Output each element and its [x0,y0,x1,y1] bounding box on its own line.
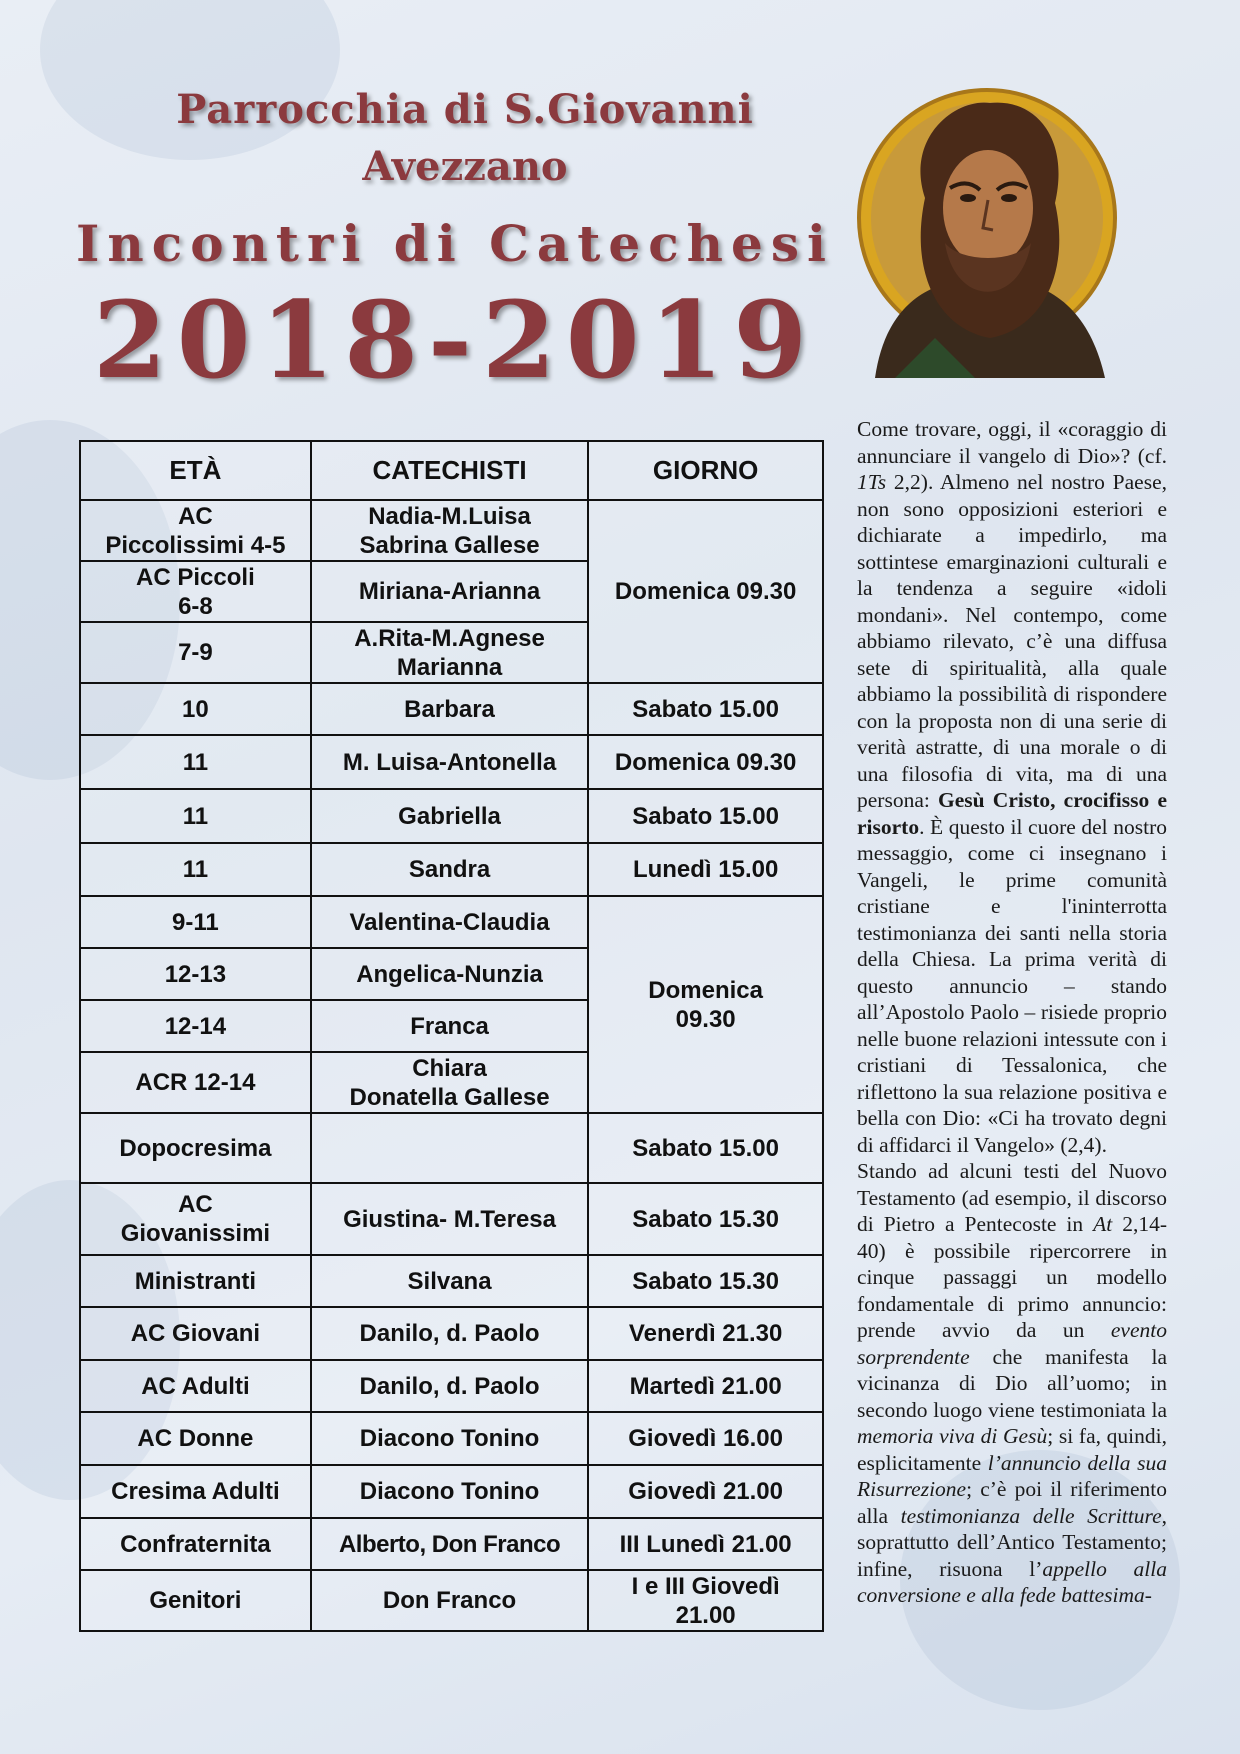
year-title: 2018-2019 [92,277,818,402]
giorno-cell: Giovedì 21.00 [588,1465,823,1518]
giorno-cell: Sabato 15.00 [588,1113,823,1183]
giorno-cell: Domenica 09.30 [588,500,823,683]
giorno-cell: Sabato 15.00 [588,683,823,735]
eta-cell: 12-14 [80,1000,311,1052]
table-row [80,1360,823,1412]
column-header-catechisti: CATECHISTI [311,441,588,500]
catechisti-cell: Don Franco [311,1570,588,1631]
catechisti-cell: Giustina- M.Teresa [311,1183,588,1255]
eta-cell: Dopocresima [80,1113,311,1183]
eta-cell: 11 [80,789,311,843]
eta-cell: 12-13 [80,948,311,1000]
table-row [80,1183,823,1255]
table-row [80,1113,823,1183]
eta-cell: 11 [80,843,311,896]
page-title: Incontri di Catechesi [76,214,834,273]
eta-cell: 7-9 [80,622,311,683]
parish-name: Parrocchia di S.Giovanni [176,86,754,133]
eta-cell: 9-11 [80,896,311,948]
catechisti-cell: Miriana-Arianna [311,561,588,622]
table-row [80,843,823,896]
column-header-eta: ETÀ [80,441,311,500]
catechisti-cell: Angelica-Nunzia [311,948,588,1000]
giorno-cell: Sabato 15.30 [588,1255,823,1307]
catechisti-cell: A.Rita-M.Agnese Marianna [311,622,588,683]
giorno-cell: Sabato 15.00 [588,789,823,843]
table-row [80,1307,823,1360]
schedule-table [79,440,824,1632]
table-row [80,1570,823,1631]
catechisti-cell: Chiara Donatella Gallese [311,1052,588,1113]
eta-cell: AC Piccoli 6-8 [80,561,311,622]
table-row [80,500,823,561]
catechisti-cell: Valentina-Claudia [311,896,588,948]
giorno-cell: I e III Giovedì 21.00 [588,1570,823,1631]
parish-city: Avezzano [362,143,568,190]
catechisti-cell: Nadia-M.Luisa Sabrina Gallese [311,500,588,561]
catechisti-cell [311,1113,588,1183]
table-row [80,1412,823,1465]
giorno-cell: Giovedì 16.00 [588,1412,823,1465]
saint-john-baptist-icon [855,78,1120,378]
column-header-giorno: GIORNO [588,441,823,500]
eta-cell: ACR 12-14 [80,1052,311,1113]
eta-cell: 11 [80,735,311,789]
article-paragraph: Come trovare, oggi, il «coraggio di annunciare il vangelo di Dio»? (cf. 1Ts 2,2). Almeno nel nostro Paese, non sono opposizioni esteriori e dichiarate a impedirlo, ma sottintese emarginazioni culturali e la tendenza a seguire «idoli mondani». Nel contempo, come abbiamo rilevato, c’è una diffusa sete di spiritualità, alla quale abbiamo la possibilità di rispondere con la proposta non di una serie di verità astratte, di una morale o di una filosofia di vita, ma di una persona: Gesù Cristo, crocifisso e risorto. È questo il cuore del nostro messaggio, come ci insegnano i Vangeli, le prime comunità cristiane e l'ininterrotta testimonianza dei santi nella storia della Chiesa. La prima verità di questo annuncio – stando all’Apostolo Paolo – risiede proprio nelle buone relazioni intessute con i cristiani di Tessalonica, che riflettono la sua relazione positiva e bella con Dio: «Ci ha trovato degni di affidarci il Vangelo» (2,4). [857,417,1167,1157]
table-header-row [80,441,823,500]
catechisti-cell: Silvana [311,1255,588,1307]
table-row [80,1518,823,1570]
table-row [80,896,823,948]
catechisti-cell: Alberto, Don Franco [311,1518,588,1570]
catechisti-cell: Danilo, d. Paolo [311,1360,588,1412]
eta-cell: AC Giovani [80,1307,311,1360]
giorno-cell: Domenica 09.30 [588,735,823,789]
eta-cell: 10 [80,683,311,735]
eta-cell: AC Giovanissimi [80,1183,311,1255]
catechisti-cell: Danilo, d. Paolo [311,1307,588,1360]
table-row [80,1465,823,1518]
eta-cell: Ministranti [80,1255,311,1307]
giorno-cell: Lunedì 15.00 [588,843,823,896]
catechisti-cell: Sandra [311,843,588,896]
catechisti-cell: Gabriella [311,789,588,843]
catechisti-cell: Diacono Tonino [311,1412,588,1465]
table-row [80,735,823,789]
background-decoration [40,0,340,160]
eta-cell: AC Adulti [80,1360,311,1412]
catechisti-cell: Diacono Tonino [311,1465,588,1518]
table-row [80,1255,823,1307]
giorno-cell: Domenica 09.30 [588,896,823,1113]
giorno-cell: III Lunedì 21.00 [588,1518,823,1570]
article-paragraph: Stando ad alcuni testi del Nuovo Testamento (ad esempio, il discorso di Pietro a Pentecoste in At 2,14-40) è possibile ripercorrere in cinque passaggi un modello fondamentale di primo annuncio: prende avvio da un evento sorprendente che manifesta la vicinanza di Dio all’uomo; in secondo luogo viene testimoniata la memoria viva di Gesù; si fa, quindi, esplicitamente l’annuncio della sua Risurrezione; c’è poi il riferimento alla testimonianza delle Scritture, soprattutto dell’Antico Testamento; infine, risuona l’appello alla conversione e alla fede battesima- [857,1159,1167,1607]
table-row [80,683,823,735]
eta-cell: Genitori [80,1570,311,1631]
eta-cell: Cresima Adulti [80,1465,311,1518]
eta-cell: AC Donne [80,1412,311,1465]
catechisti-cell: M. Luisa-Antonella [311,735,588,789]
eta-cell: AC Piccolissimi 4-5 [80,500,311,561]
giorno-cell: Martedì 21.00 [588,1360,823,1412]
table-row [80,789,823,843]
eta-cell: Confraternita [80,1518,311,1570]
giorno-cell: Sabato 15.30 [588,1183,823,1255]
giorno-cell: Venerdì 21.30 [588,1307,823,1360]
catechisti-cell: Franca [311,1000,588,1052]
catechisti-cell: Barbara [311,683,588,735]
article-text [857,416,1167,1706]
